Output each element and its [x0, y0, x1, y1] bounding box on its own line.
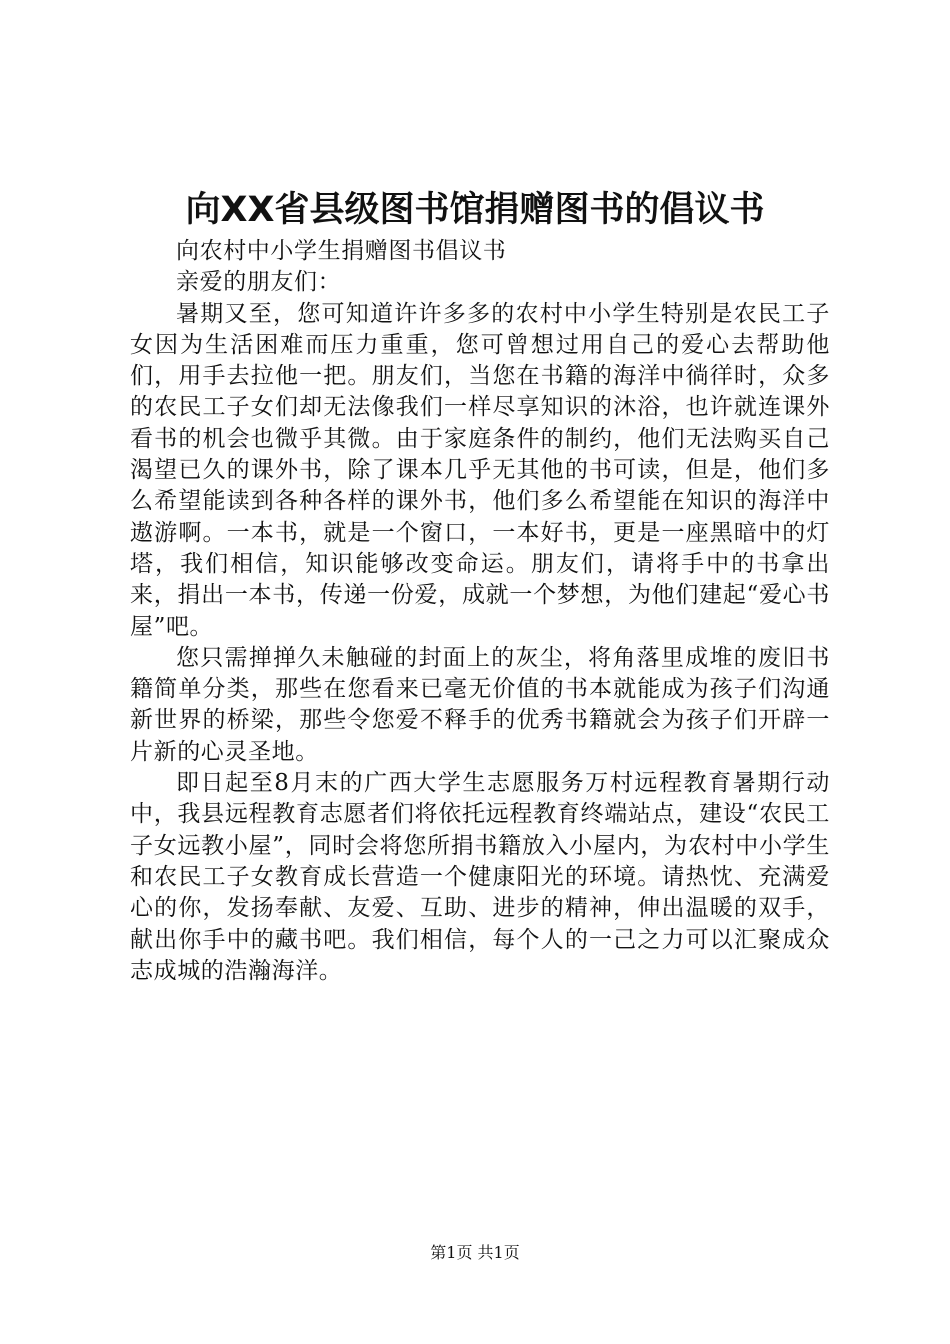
page-footer: 第1页 共1页: [430, 1243, 520, 1262]
document-title: 向XX省县级图书馆捐赠图书的倡议书: [185, 190, 765, 230]
body-paragraph-3: 即日起至8月末的广西大学生志愿服务万村远程教育暑期行动中，我县远程教育志愿者们将依托远程教育终端站点，建设“农民工子女远教小屋”，同时会将您所捐书籍放入小屋内，为农村中小学生和农民工子女教育成长营造一个健康阳光的环境。请热忱、充满爱心的你，发扬奉献、友爱、互助、进步的精神，伸出温暖的双手，献出你手中的藏书吧。我们相信，每个人的一己之力可以汇聚成众志成城的浩瀚海洋。: [130, 770, 830, 984]
salutation-line: 亲爱的朋友们：: [176, 269, 342, 296]
document-body: [130, 236, 830, 987]
subtitle-line: 向农村中小学生捐赠图书倡议书: [176, 238, 507, 264]
body-paragraph-1: 暑期又至，您可知道许许多多的农村中小学生特别是农民工子女因为生活困难而压力重重，您可曾想过用自己的爱心去帮助他们，用手去拉他一把。朋友们，当您在书籍的海洋中徜徉时，众多的农民工子女们却无法像我们一样尽享知识的沐浴，也许就连课外看书的机会也微乎其微。由于家庭条件的制约，他们无法购买自己渴望已久的课外书，除了课本几乎无其他的书可读，但是，他们多么希望能读到各种各样的课外书，他们多么希望能在知识的海洋中遨游啊。一本书，就是一个窗口，一本好书，更是一座黑暗中的灯塔，我们相信，知识能够改变命运。朋友们，请将手中的书拿出来，捐出一本书，传递一份爱，成就一个梦想，为他们建起“爱心书屋”吧。: [130, 300, 830, 640]
body-paragraph-2: 您只需掸掸久未触碰的封面上的灰尘，将角落里成堆的废旧书籍简单分类，那些在您看来已毫无价值的书本就能成为孩子们沟通新世界的桥梁，那些令您爱不释手的优秀书籍就会为孩子们开辟一片新的心灵圣地。: [130, 644, 830, 765]
